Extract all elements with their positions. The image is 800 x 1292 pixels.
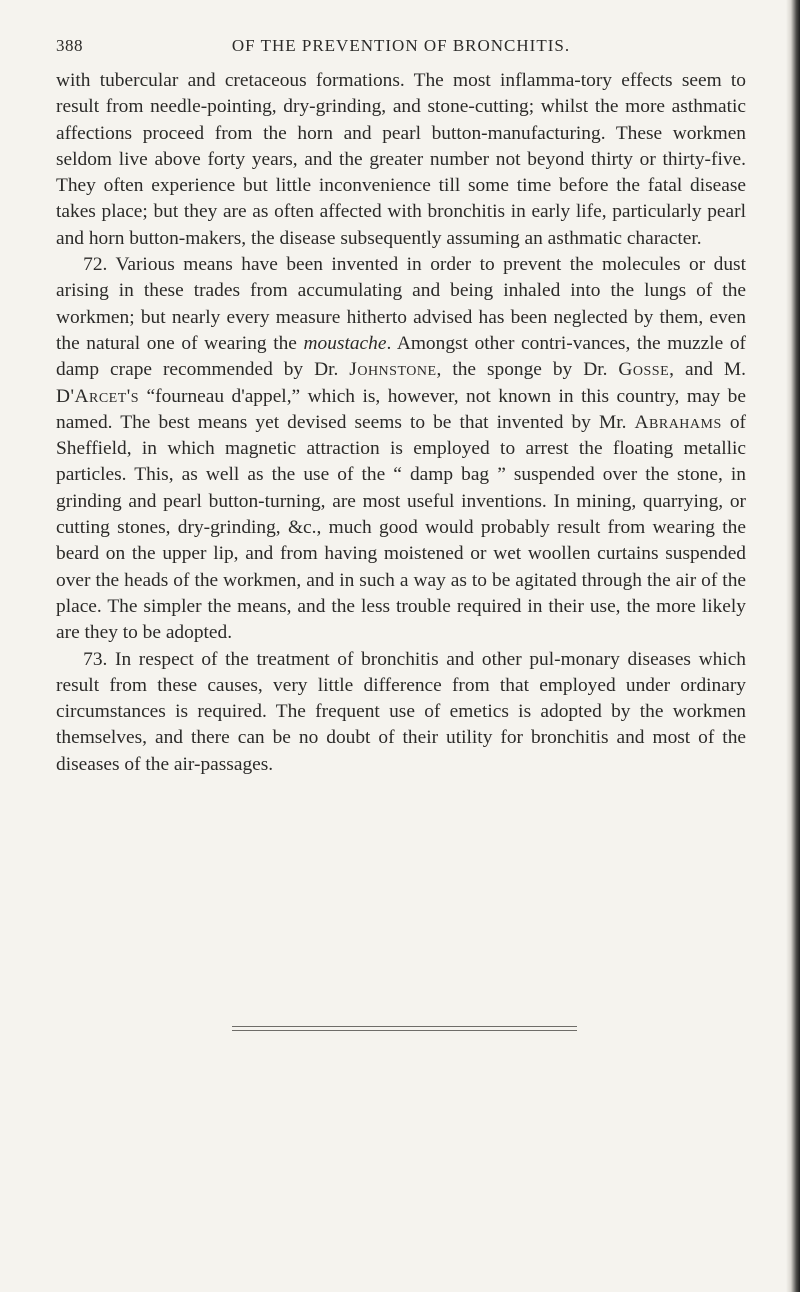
- running-head-title: OF THE PREVENTION OF BRONCHITIS.: [231, 36, 571, 55]
- running-head: [56, 36, 746, 62]
- p72-text-5: “fourneau d'appel,” which is, however, not known in this country, may be named. The best means yet devised seems to be that invented by Mr.: [56, 385, 746, 433]
- closing-rule-bottom: [232, 1030, 577, 1031]
- p72-moustache: moustache: [303, 332, 387, 354]
- p72-text-2: . Amongst other contri-vances, the muzzle of damp crape recommended by Dr.: [56, 332, 746, 381]
- p72-abrahams: Abrahams: [634, 411, 722, 433]
- paragraph-72: [56, 252, 746, 646]
- closing-rule-top: [232, 1026, 577, 1027]
- page-binding-edge: [786, 0, 800, 1292]
- p72-johnstone: Johnstone: [349, 359, 437, 381]
- paragraph-73: 73. In respect of the treatment of bronchitis and other pul-monary diseases which result from these causes, very little difference from that employed under ordinary circumstances is required. The frequent use of emetics is adopted by the workmen themselves, and there can be no doubt of their utility for bronchitis and most of the diseases of the air-passages.: [56, 648, 746, 775]
- page-number: 388: [56, 36, 83, 55]
- p72-text-3: , the sponge by Dr.: [436, 359, 619, 381]
- body-text: [56, 68, 746, 778]
- p72-darcet: D'Arcet's: [56, 385, 140, 407]
- p72-text-6: of Sheffield, in which magnetic attraction is employed to arrest the floating metallic particles. This, as well as the use of the “ damp bag ” suspended over the stone, in grinding and pearl button-turning, are most useful inventions. In mining, quarrying, or cutting stones, dry-grinding, &c., much good would probably result from wearing the beard on the upper lip, and from having moistened or wet woollen curtains suspended over the heads of the workmen, and in such a way as to be agitated through the air of the place. The simpler the means, and the less trouble required in their use, the more likely are they to be adopted.: [56, 411, 746, 644]
- p72-text-1: 72. Various means have been invented in order to prevent the molecules or dust arising in these trades from accumulating and being inhaled into the lungs of the workmen; but nearly every measure hitherto advised has been neglected by them, even the natural one of wearing the: [56, 254, 746, 354]
- p72-gosse: Gosse: [618, 359, 670, 381]
- p72-text-4: , and M.: [669, 359, 746, 381]
- paragraph-continued: with tubercular and cretaceous formations. The most inflamma-tory effects seem to result from needle-pointing, dry-grinding, and stone-cutting; whilst the more asthmatic affections proceed from the horn and pearl button-manufacturing. These workmen seldom live above forty years, and the greater number not beyond thirty or thirty-five. They often experience but little inconvenience till some time before the fatal disease takes place; but they are as often affected with bronchitis in early life, particularly pearl and horn button-makers, the disease subsequently assuming an asthmatic character.: [56, 70, 746, 249]
